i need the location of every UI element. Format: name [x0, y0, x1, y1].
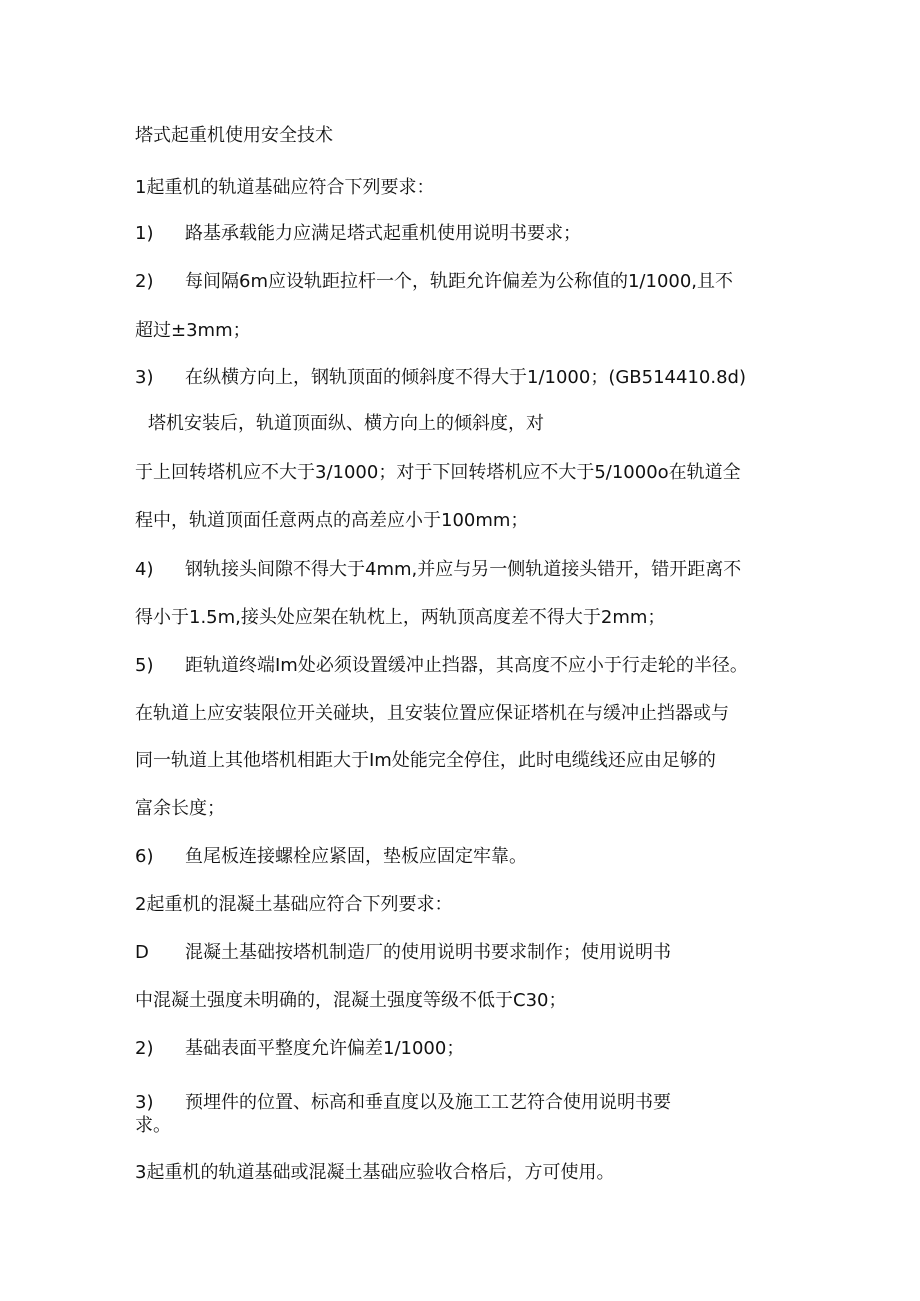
section1-heading: 1起重机的轨道基础应符合下列要求： [135, 177, 435, 198]
s1-item1-text: 路基承载能力应满足塔式起重机使用说明书要求； [185, 223, 581, 244]
s1-item6-text: 鱼尾板连接螺栓应紧固，垫板应固定牢靠。 [185, 846, 527, 867]
s1-item1-number: 1) [135, 223, 154, 244]
s1-item2-number: 2) [135, 271, 154, 292]
s2-item3-text-line2: 求。 [135, 1115, 171, 1136]
s1-item5-text-line4: 富余长度； [135, 798, 225, 819]
document-title: 塔式起重机使用安全技术 [135, 125, 333, 146]
s1-item3-text-line2: 塔机安装后，轨道顶面纵、横方向上的倾斜度，对 [148, 413, 544, 434]
s1-item4-text-line2: 得小于1.5m,接头处应架在轨枕上，两轨顶高度差不得大于2mm； [135, 607, 666, 628]
s1-item2-text-line2: 超过±3mm； [135, 320, 251, 341]
s2-item2-text: 基础表面平整度允许偏差1/1000； [185, 1038, 465, 1059]
s2-item3-text-line1: 预埋件的位置、标高和垂直度以及施工工艺符合使用说明书要 [185, 1092, 671, 1113]
section3-heading: 3起重机的轨道基础或混凝土基础应验收合格后，方可使用。 [135, 1162, 615, 1183]
s2-item1-text-line1: 混凝土基础按塔机制造厂的使用说明书要求制作；使用说明书 [185, 942, 671, 963]
s1-item3-text-line1: 在纵横方向上，钢轨顶面的倾斜度不得大于1/1000；(GB514410.8d) [185, 367, 746, 388]
s1-item3-text-line3: 于上回转塔机应不大于3/1000；对于下回转塔机应不大于5/1000o在轨道全 [135, 462, 741, 483]
s1-item5-text-line1: 距轨道终端Im处必须设置缓冲止挡器，其高度不应小于行走轮的半径。 [185, 655, 748, 676]
s2-item3-number: 3) [135, 1092, 154, 1113]
s1-item5-text-line3: 同一轨道上其他塔机相距大于Im处能完全停住，此时电缆线还应由足够的 [135, 750, 716, 771]
s1-item4-text-line1: 钢轨接头间隙不得大于4mm,并应与另一侧轨道接头错开，错开距离不 [185, 559, 742, 580]
s2-item1-text-line2: 中混凝土强度未明确的，混凝土强度等级不低于C30； [135, 990, 567, 1011]
s1-item5-text-line2: 在轨道上应安装限位开关碰块，且安装位置应保证塔机在与缓冲止挡器或与 [135, 703, 729, 724]
s1-item5-number: 5) [135, 655, 154, 676]
s1-item4-number: 4) [135, 559, 154, 580]
s1-item2-text-line1: 每间隔6m应设轨距拉杆一个，轨距允许偏差为公称值的1/1000,且不 [185, 271, 734, 292]
s1-item3-number: 3) [135, 367, 154, 388]
s1-item3-text-line4: 程中，轨道顶面任意两点的高差应小于100mm； [135, 510, 529, 531]
s2-item1-number: D [135, 942, 149, 963]
s1-item6-number: 6) [135, 846, 154, 867]
section2-heading: 2起重机的混凝土基础应符合下列要求： [135, 894, 453, 915]
s2-item2-number: 2) [135, 1038, 154, 1059]
